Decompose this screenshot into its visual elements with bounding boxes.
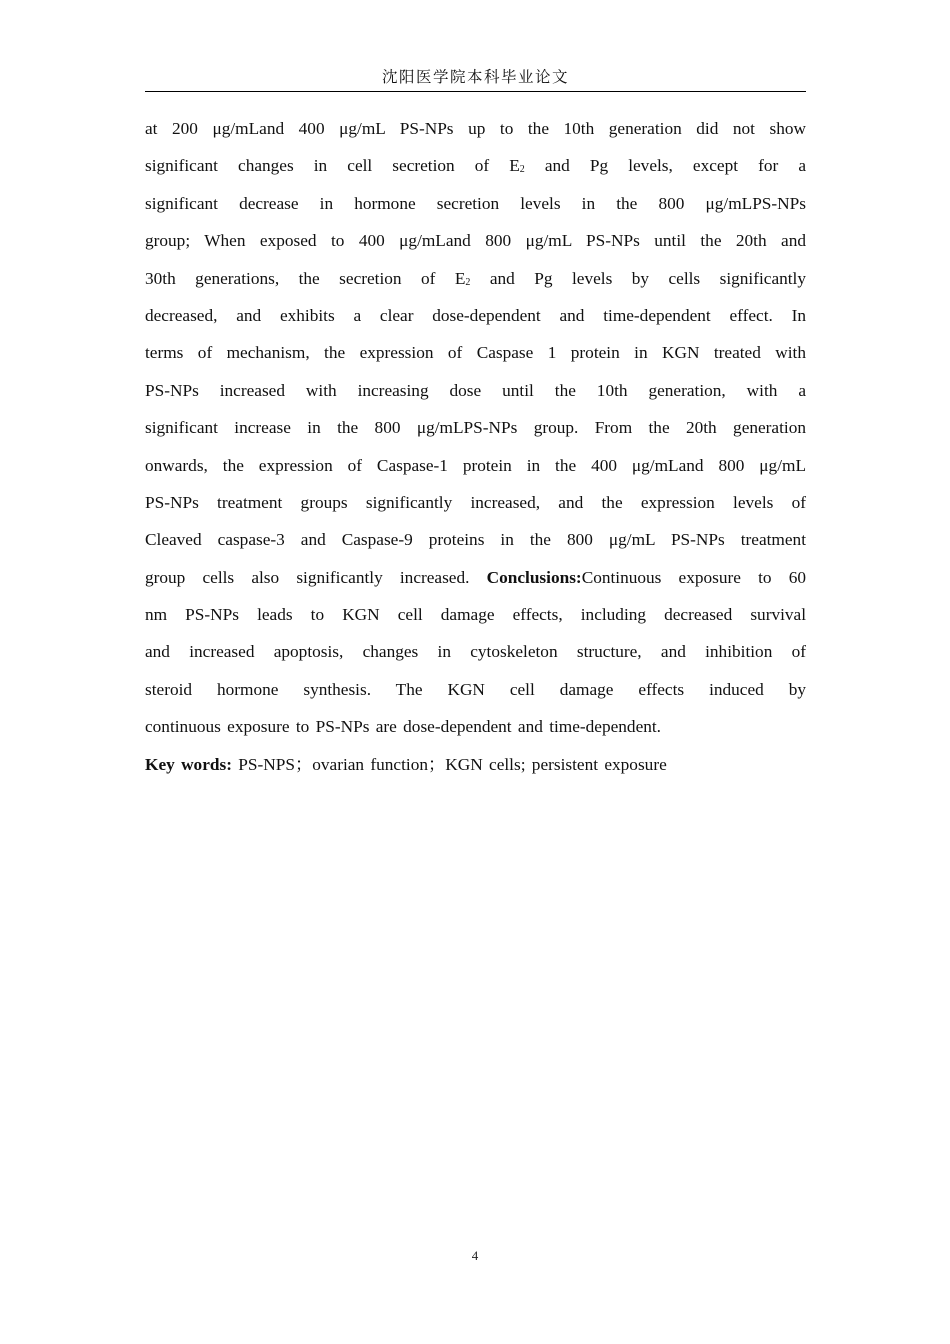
conclusions-label: Conclusions: [486, 567, 582, 587]
keywords-label: Key words: [145, 754, 232, 774]
subscript: 2 [465, 276, 471, 288]
header-rule [145, 91, 806, 92]
abstract-line-2: significant changes in cell secretion of $E_2$ and Pg levels, except for a [145, 156, 806, 176]
abstract-line-17: continuous exposure to PS-NPs are dose-dependent and time-dependent. [145, 717, 662, 737]
abstract-line-10: onwards, the expression of Caspase-1 protein in the 400 μg/mLand 800 μg/mL [145, 455, 806, 475]
running-header: 沈阳医学院本科毕业论文 [381, 68, 569, 86]
abstract-line-11: PS-NPs treatment groups significantly increased, and the expression levels of [145, 492, 806, 512]
abstract-line-1: at 200 μg/mLand 400 μg/mL PS-NPs up to the 10th generation did not show [145, 119, 806, 138]
abstract-line-4: group; When exposed to 400 μg/mLand 800 μg/mL PS-NPs until the 20th and [145, 231, 806, 251]
abstract-line-16: steroid hormone synthesis. The KGN cell damage effects induced by [145, 679, 806, 699]
abstract-line-9: significant increase in the 800 μg/mLPS-NPs group. From the 20th generation [145, 418, 806, 438]
abstract-line-7: terms of mechanism, the expression of Caspase 1 protein in KGN treated with [145, 343, 806, 363]
abstract-line-12: Cleaved caspase-3 and Caspase-9 proteins in the 800 μg/mL PS-NPs treatment [145, 530, 806, 550]
abstract-line-14: nm PS-NPs leads to KGN cell damage effects, including decreased survival [145, 605, 806, 625]
keywords-line [145, 746, 806, 783]
keywords-text: PS-NPS；ovarian function；KGN cells; persistent exposure [231, 754, 667, 774]
abstract-line-13: group cells also significantly increased. Conclusions:Continuous exposure to 60 [145, 567, 806, 587]
abstract-body [145, 110, 806, 783]
subscript: 2 [519, 164, 525, 176]
abstract-line-6: decreased, and exhibits a clear dose-dependent and time-dependent effect. In [145, 305, 806, 325]
page-number: 4 [471, 1248, 479, 1263]
abstract-line-3: significant decrease in hormone secretion levels in the 800 μg/mLPS-NPs [145, 193, 806, 213]
abstract-line-8: PS-NPs increased with increasing dose until the 10th generation, with a [145, 380, 806, 400]
abstract-line-5: 30th generations, the secretion of $E_2$ and Pg levels by cells significantly [145, 268, 806, 288]
abstract-line-15: and increased apoptosis, changes in cytoskeleton structure, and inhibition of [145, 642, 806, 662]
